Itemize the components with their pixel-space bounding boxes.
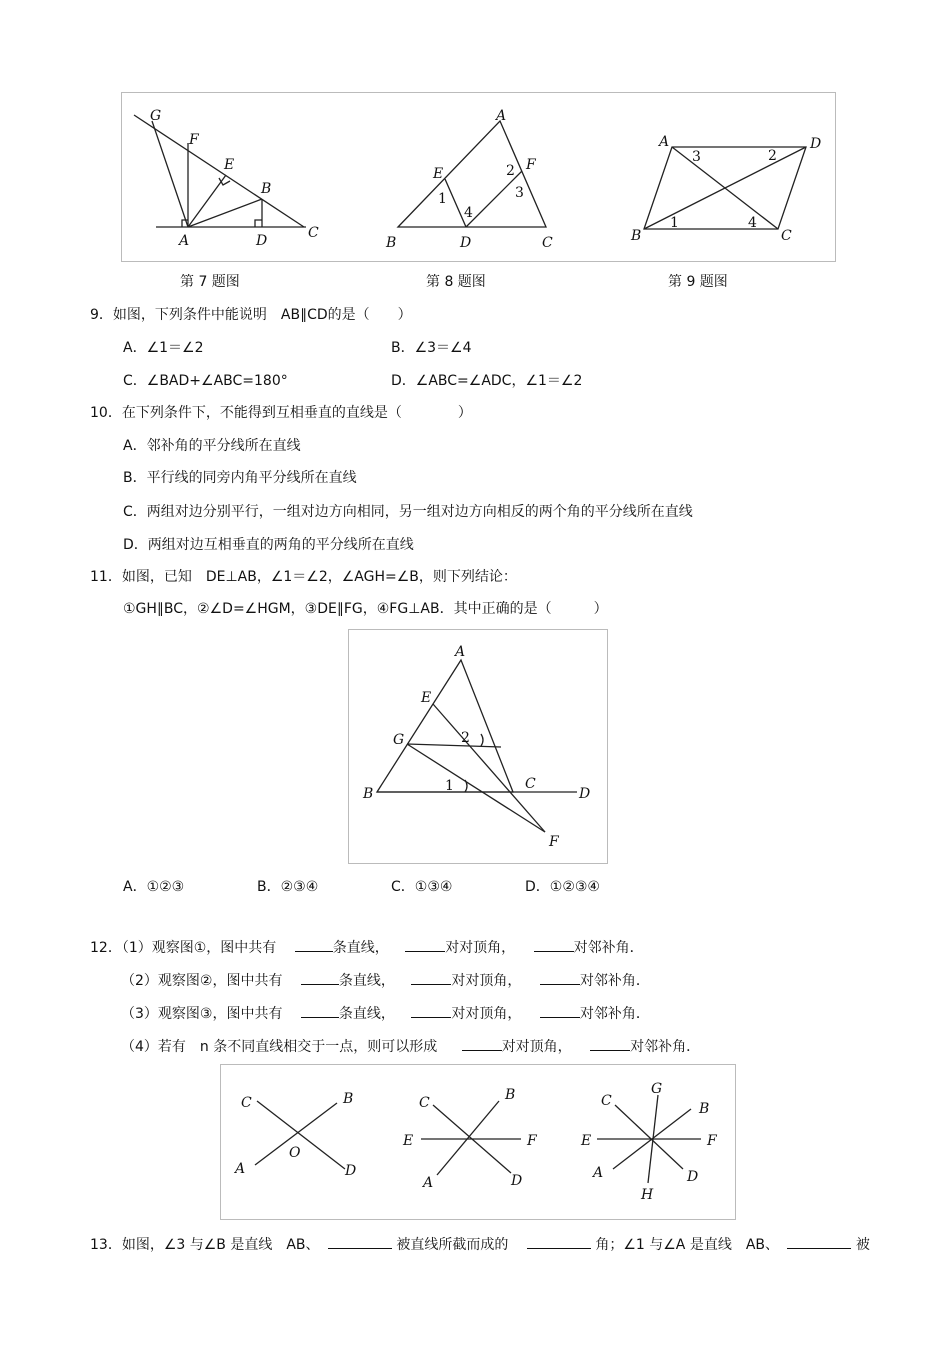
fig8-label-E: E: [433, 166, 444, 182]
fig8-label-C: C: [542, 235, 553, 251]
fig12-p1-label-D: D: [345, 1163, 357, 1179]
fig11-label-A: A: [455, 644, 466, 660]
fig12-p3-label-G: G: [651, 1081, 663, 1097]
fig9-label-2: 2: [768, 148, 777, 164]
q13-text-d: 被: [855, 1237, 870, 1253]
fig7-label-A: A: [179, 233, 190, 249]
q13-angle-blank[interactable]: [527, 1234, 591, 1249]
fig12-p3-label-A: A: [593, 1165, 604, 1181]
fig11-label-G: G: [393, 732, 405, 748]
q12-3-vertical-blank[interactable]: [411, 1003, 451, 1018]
q10-option-a: A．邻补角的平分线所在直线: [123, 438, 301, 454]
q9-stem: 9．如图，下列条件中能说明 AB∥CD的是（ ）: [90, 307, 412, 323]
q11-option-d: D．①②③④: [525, 879, 600, 895]
q12-4-vertical-blank[interactable]: [462, 1036, 502, 1051]
q12-adj-text: 对邻补角．: [630, 1039, 701, 1055]
fig11-label-2: 2: [461, 730, 470, 746]
q11-option-c: C．①③④: [391, 879, 453, 895]
fig12-p3-label-D: D: [687, 1169, 699, 1185]
fig9-label-A: A: [659, 134, 670, 150]
fig12-p2-label-B: B: [505, 1087, 516, 1103]
figure-8: [385, 108, 553, 251]
q12-line-4-text: （4）若有 n 条不同直线相交于一点，则可以形成: [121, 1039, 438, 1055]
fig12-p3-label-C: C: [601, 1093, 612, 1109]
fig7-label-C: C: [308, 225, 319, 241]
fig12-p3-label-B: B: [699, 1101, 710, 1117]
fig8-label-D: D: [460, 235, 472, 251]
figure-9: [630, 134, 821, 244]
fig9-label-D: D: [810, 136, 822, 152]
fig11-label-E: E: [421, 690, 432, 706]
q12-line-2: [121, 970, 650, 990]
q12-line-3: [121, 1003, 650, 1023]
q12-1-lines-blank[interactable]: [295, 937, 333, 952]
figure-11-frame: [348, 629, 608, 864]
fig12-p1-label-C: C: [241, 1095, 252, 1111]
fig12-p3-label-F: F: [707, 1133, 717, 1149]
fig8-label-2: 2: [506, 163, 515, 179]
q12-3-adjacent-blank[interactable]: [540, 1003, 580, 1018]
fig8-caption: 第 8 题图: [426, 274, 486, 290]
fig7-label-D: D: [256, 233, 268, 249]
fig9-label-3: 3: [692, 149, 701, 165]
q11-option-a: A．①②③: [123, 879, 185, 895]
q9-option-a: A．∠1＝∠2: [123, 340, 204, 356]
q10-stem: 10．在下列条件下，不能得到互相垂直的直线是（ ）: [90, 405, 472, 421]
fig11-label-1: 1: [445, 778, 454, 794]
q12-line-3-text: （3）观察图③，图中共有: [121, 1006, 283, 1022]
q12-lines-text: 条直线，: [338, 973, 395, 989]
q12-lines-text: 条直线，: [332, 940, 389, 956]
fig9-label-1: 1: [670, 215, 679, 231]
fig12-p2-label-C: C: [419, 1095, 430, 1111]
figure-strip-7-8-9: [121, 92, 836, 262]
figure-12-svg: [221, 1065, 735, 1219]
q10-option-b: B．平行线的同旁内角平分线所在直线: [123, 470, 357, 486]
fig7-label-F: F: [189, 132, 199, 148]
figure-7: [134, 108, 319, 249]
q13-line: [90, 1234, 870, 1254]
fig12-p2-label-F: F: [527, 1133, 537, 1149]
fig8-label-4: 4: [464, 205, 473, 221]
figure-12-frame: [220, 1064, 736, 1220]
fig7-label-B: B: [261, 181, 272, 197]
fig7-label-E: E: [224, 157, 235, 173]
q11-stem: 11．如图，已知 DE⊥AB，∠1＝∠2，∠AGH=∠B，则下列结论：: [90, 569, 517, 585]
fig9-label-B: B: [631, 228, 642, 244]
q10-option-c: C．两组对边分别平行，一组对边方向相同，另一组对边方向相反的两个角的平分线所在直线: [123, 504, 693, 520]
q9-option-d: D．∠ABC=∠ADC，∠1＝∠2: [391, 373, 583, 389]
q13-line-blank-2[interactable]: [787, 1234, 851, 1249]
q12-2-vertical-blank[interactable]: [411, 970, 451, 985]
fig8-label-A: A: [496, 108, 507, 124]
fig12-p1-label-O: O: [289, 1145, 301, 1161]
q9-option-b: B．∠3＝∠4: [391, 340, 472, 356]
q12-adj-text: 对邻补角．: [579, 973, 650, 989]
fig12-p3-label-E: E: [581, 1133, 592, 1149]
q12-4-adjacent-blank[interactable]: [590, 1036, 630, 1051]
fig9-label-C: C: [781, 228, 792, 244]
q13-line-blank-1[interactable]: [328, 1234, 392, 1249]
fig11-label-C: C: [525, 776, 536, 792]
fig9-caption: 第 9 题图: [668, 274, 728, 290]
q13-text-c: 角；∠1 与∠A 是直线 AB、: [595, 1237, 779, 1253]
q12-2-lines-blank[interactable]: [301, 970, 339, 985]
q12-1-adjacent-blank[interactable]: [534, 937, 574, 952]
q12-line-1: [90, 937, 644, 957]
figure-11-svg: [349, 630, 607, 863]
q12-vert-text: 对对顶角，: [451, 973, 522, 989]
figure-12-panel-3: [580, 1081, 718, 1203]
fig11-label-B: B: [363, 786, 374, 802]
q12-vert-text: 对对顶角，: [501, 1039, 572, 1055]
fig8-label-F: F: [526, 157, 536, 173]
q12-adj-text: 对邻补角．: [579, 1006, 650, 1022]
q12-vert-text: 对对顶角，: [445, 940, 516, 956]
fig7-label-G: G: [150, 108, 162, 124]
q9-option-c: C．∠BAD+∠ABC=180°: [123, 373, 288, 389]
fig12-p2-label-D: D: [511, 1173, 523, 1189]
fig11-label-F: F: [549, 834, 559, 850]
q10-option-d: D．两组对边互相垂直的两角的平分线所在直线: [123, 537, 414, 553]
fig9-label-4: 4: [748, 215, 757, 231]
q12-line-1-text: 12．（1）观察图①，图中共有: [90, 940, 277, 956]
q11-conclusions: ①GH∥BC，②∠D=∠HGM，③DE∥FG，④FG⊥AB．其中正确的是（ ）: [123, 601, 608, 617]
q12-3-lines-blank[interactable]: [301, 1003, 339, 1018]
fig12-p1-label-A: A: [235, 1161, 246, 1177]
fig8-label-B: B: [386, 235, 397, 251]
figures-7-8-9-svg: [122, 93, 835, 261]
q11-option-b: B．②③④: [257, 879, 319, 895]
q12-line-2-text: （2）观察图②，图中共有: [121, 973, 283, 989]
fig12-p2-label-E: E: [403, 1133, 414, 1149]
fig12-p2-label-A: A: [423, 1175, 434, 1191]
figure-12-panel-2: [402, 1087, 538, 1191]
q12-lines-text: 条直线，: [338, 1006, 395, 1022]
fig12-p3-label-H: H: [641, 1187, 654, 1203]
fig8-label-3: 3: [515, 185, 524, 201]
fig12-p1-label-B: B: [343, 1091, 354, 1107]
figure-12-panel-1: [233, 1091, 356, 1179]
q12-1-vertical-blank[interactable]: [405, 937, 445, 952]
fig8-label-1: 1: [438, 191, 447, 207]
q12-adj-text: 对邻补角．: [573, 940, 644, 956]
q12-2-adjacent-blank[interactable]: [540, 970, 580, 985]
q13-text-b: 被直线所截而成的: [396, 1237, 509, 1253]
fig11-label-D: D: [579, 786, 591, 802]
q13-text-a: 13．如图，∠3 与∠B 是直线 AB、: [90, 1237, 320, 1253]
fig7-caption: 第 7 题图: [180, 274, 240, 290]
q12-line-4: [121, 1036, 700, 1056]
q12-vert-text: 对对顶角，: [451, 1006, 522, 1022]
